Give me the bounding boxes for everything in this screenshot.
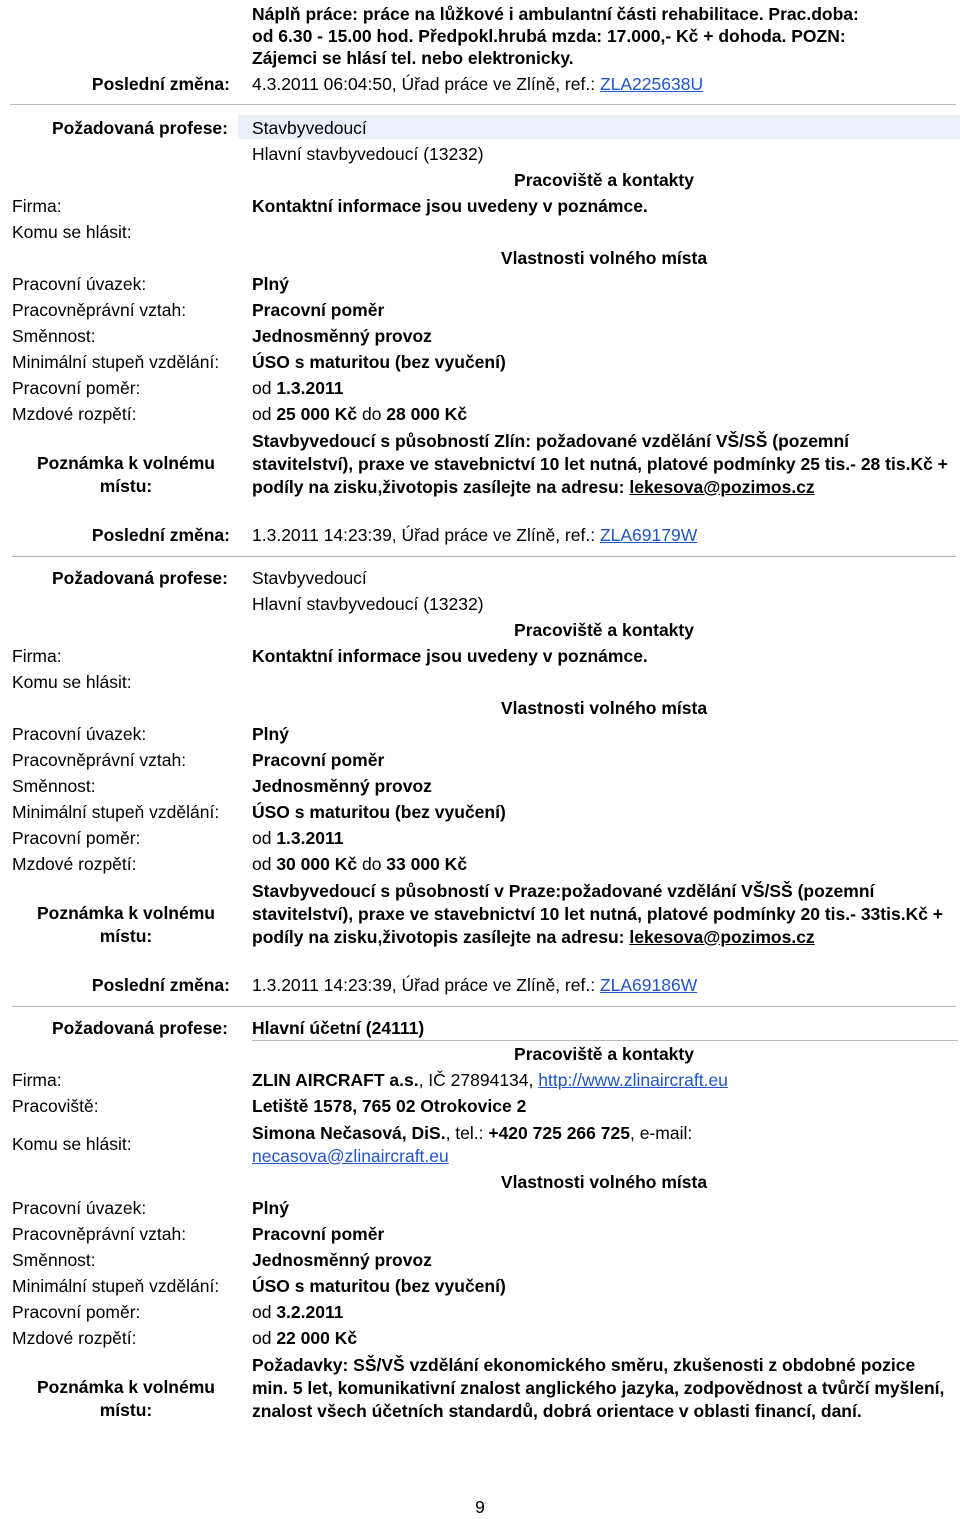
- last-change-label: Poslední změna:: [91, 525, 230, 545]
- company-label: Firma:: [12, 1070, 62, 1090]
- employment-label: Pracovní poměr:: [12, 1302, 141, 1322]
- employment-date: 1.3.2011: [276, 378, 344, 398]
- legal-relation-value: Pracovní poměr: [252, 750, 385, 770]
- last-change-text: 1.3.2011 14:23:39, Úřad práce ve Zlíně, ref.:: [252, 975, 600, 995]
- profession-title: Stavbyvedoucí: [252, 118, 367, 138]
- salary-max: 28 000 Kč: [386, 404, 468, 424]
- company-value: Kontaktní informace jsou uvedeny v poznámce.: [252, 196, 648, 216]
- note-value: Stavbyvedoucí s působností Zlín: požadované vzdělání VŠ/SŠ (pozemní stavitelství), praxe ve stavebnictví 10 let nutná, platové podmínky 25 tis.- 28 tis.Kč + podíly na zisku,životopis zasílejte na adresu: lekesova@pozimos.cz: [252, 431, 948, 497]
- salary-min: 22 000 Kč: [276, 1328, 358, 1348]
- salary-max: 33 000 Kč: [386, 854, 468, 874]
- employment-date: 3.2.2011: [276, 1302, 344, 1322]
- work-load-label: Pracovní úvazek:: [12, 724, 147, 744]
- note-email-link[interactable]: lekesova@pozimos.cz: [629, 476, 815, 497]
- profession-label: Požadovaná profese:: [51, 1018, 228, 1038]
- note-label: Poznámka k volnému místu:: [37, 903, 215, 946]
- profession-title: Stavbyvedoucí: [252, 568, 367, 588]
- note-email-link[interactable]: lekesova@pozimos.cz: [629, 926, 815, 947]
- date-from-prefix: od: [252, 828, 277, 848]
- workplace-label: Pracoviště:: [12, 1096, 99, 1116]
- salary-label: Mzdové rozpětí:: [12, 404, 137, 424]
- salary-label: Mzdové rozpětí:: [12, 1328, 137, 1348]
- salary-from-prefix: od: [252, 1328, 277, 1348]
- salary-from-prefix: od: [252, 854, 277, 874]
- workplace-value: Letiště 1578, 765 02 Otrokovice 2: [252, 1096, 527, 1116]
- profession-label: Požadovaná profese:: [51, 568, 228, 588]
- shift-label: Směnnost:: [12, 1250, 96, 1270]
- note-value: Stavbyvedoucí s působností v Praze:požadované vzdělání VŠ/SŠ (pozemní stavitelství), praxe ve stavebnictví 10 let nutná, platové podmínky 20 tis.- 33tis.Kč + podíly na zisku,životopis zasílejte na adresu: lekesova@pozimos.cz: [252, 881, 944, 947]
- reference-link[interactable]: ZLA225638U: [599, 74, 704, 94]
- date-from-prefix: od: [252, 378, 277, 398]
- shift-label: Směnnost:: [12, 326, 96, 346]
- profession-code: Hlavní stavbyvedoucí (13232): [252, 594, 484, 614]
- note-value: Požadavky: SŠ/VŠ vzdělání ekonomického směru, zkušenosti z obdobné pozice min. 5 let, komunikativní znalost anglického jazyka, zodpovědnost a tvůrčí myšlení, znalost všech účetních standardů, dobrá orientace v oblasti financí, daní.: [252, 1355, 945, 1421]
- education-value: ÚSO s maturitou (bez vyučení): [252, 802, 506, 822]
- education-label: Minimální stupeň vzdělání:: [12, 352, 220, 372]
- work-load-value: Plný: [252, 274, 289, 294]
- contact-label: Komu se hlásit:: [12, 222, 132, 242]
- contact-value: [252, 1122, 692, 1168]
- company-label: Firma:: [12, 196, 62, 216]
- legal-relation-value: Pracovní poměr: [252, 1224, 385, 1244]
- salary-to-infix: do: [357, 854, 387, 874]
- contact-email-label: , e-mail:: [629, 1123, 693, 1143]
- contact-tel-label: , tel.:: [445, 1123, 489, 1143]
- contact-email-link[interactable]: necasova@zlinaircraft.eu: [252, 1145, 449, 1166]
- company-name: ZLIN AIRCRAFT a.s.: [252, 1070, 419, 1090]
- legal-relation-label: Pracovněprávní vztah:: [12, 750, 187, 770]
- last-change-text: 1.3.2011 14:23:39, Úřad práce ve Zlíně, ref.:: [252, 525, 600, 545]
- shift-value: Jednosměnný provoz: [252, 326, 432, 346]
- note-label: Poznámka k volnému místu:: [37, 453, 215, 496]
- shift-value: Jednosměnný provoz: [252, 1250, 432, 1270]
- last-change-text: 4.3.2011 06:04:50, Úřad práce ve Zlíně, ref.:: [252, 74, 600, 94]
- workplace-contacts-heading: Pracoviště a kontakty: [514, 1044, 694, 1064]
- salary-min: 30 000 Kč: [276, 854, 358, 874]
- contact-label: Komu se hlásit:: [12, 672, 132, 692]
- work-load-value: Plný: [252, 724, 289, 744]
- education-label: Minimální stupeň vzdělání:: [12, 1276, 220, 1296]
- reference-link[interactable]: ZLA69186W: [599, 975, 698, 995]
- profession-title: Hlavní účetní (24111): [252, 1018, 958, 1041]
- company-value: Kontaktní informace jsou uvedeny v poznámce.: [252, 646, 648, 666]
- education-value: ÚSO s maturitou (bez vyučení): [252, 352, 506, 372]
- profession-code: Hlavní stavbyvedoucí (13232): [252, 144, 484, 164]
- company-label: Firma:: [12, 646, 62, 666]
- reference-link[interactable]: ZLA69179W: [599, 525, 698, 545]
- contact-name: Simona Nečasová, DiS.: [252, 1123, 446, 1143]
- salary-min: 25 000 Kč: [276, 404, 358, 424]
- note-line: od 6.30 - 15.00 hod. Předpokl.hrubá mzda: 17.000,- Kč + dohoda. POZN:: [252, 26, 846, 46]
- profession-label: Požadovaná profese:: [51, 118, 228, 138]
- company-ico: , IČ 27894134,: [418, 1070, 539, 1090]
- last-change-label: Poslední změna:: [91, 74, 230, 94]
- date-from-prefix: od: [252, 1302, 277, 1322]
- salary-label: Mzdové rozpětí:: [12, 854, 137, 874]
- work-load-label: Pracovní úvazek:: [12, 1198, 147, 1218]
- separator: [10, 104, 956, 105]
- last-change-label: Poslední změna:: [91, 975, 230, 995]
- salary-from-prefix: od: [252, 404, 277, 424]
- note-label: Poznámka k volnému místu:: [37, 1377, 215, 1420]
- work-load-value: Plný: [252, 1198, 289, 1218]
- salary-to-infix: do: [357, 404, 387, 424]
- workplace-contacts-heading: Pracoviště a kontakty: [514, 620, 694, 640]
- employment-date: 1.3.2011: [276, 828, 344, 848]
- shift-value: Jednosměnný provoz: [252, 776, 432, 796]
- shift-label: Směnnost:: [12, 776, 96, 796]
- company-website-link[interactable]: http://www.zlinaircraft.eu: [538, 1070, 728, 1090]
- legal-relation-label: Pracovněprávní vztah:: [12, 1224, 187, 1244]
- employment-label: Pracovní poměr:: [12, 828, 141, 848]
- work-load-label: Pracovní úvazek:: [12, 274, 147, 294]
- legal-relation-label: Pracovněprávní vztah:: [12, 300, 187, 320]
- vacancy-properties-heading: Vlastnosti volného místa: [500, 1172, 708, 1192]
- vacancy-properties-heading: Vlastnosti volného místa: [500, 698, 708, 718]
- education-value: ÚSO s maturitou (bez vyučení): [252, 1276, 506, 1296]
- vacancy-properties-heading: Vlastnosti volného místa: [500, 248, 708, 268]
- note-line: Náplň práce: práce na lůžkové i ambulantní části rehabilitace. Prac.doba:: [252, 4, 859, 24]
- note-line: Zájemci se hlásí tel. nebo elektronicky.: [252, 48, 574, 68]
- separator: [12, 556, 956, 557]
- contact-phone: +420 725 266 725: [488, 1123, 630, 1143]
- workplace-contacts-heading: Pracoviště a kontakty: [514, 170, 694, 190]
- contact-label: Komu se hlásit:: [12, 1134, 132, 1154]
- education-label: Minimální stupeň vzdělání:: [12, 802, 220, 822]
- separator: [12, 1006, 956, 1007]
- page-number: 9: [475, 1497, 485, 1517]
- legal-relation-value: Pracovní poměr: [252, 300, 385, 320]
- employment-label: Pracovní poměr:: [12, 378, 141, 398]
